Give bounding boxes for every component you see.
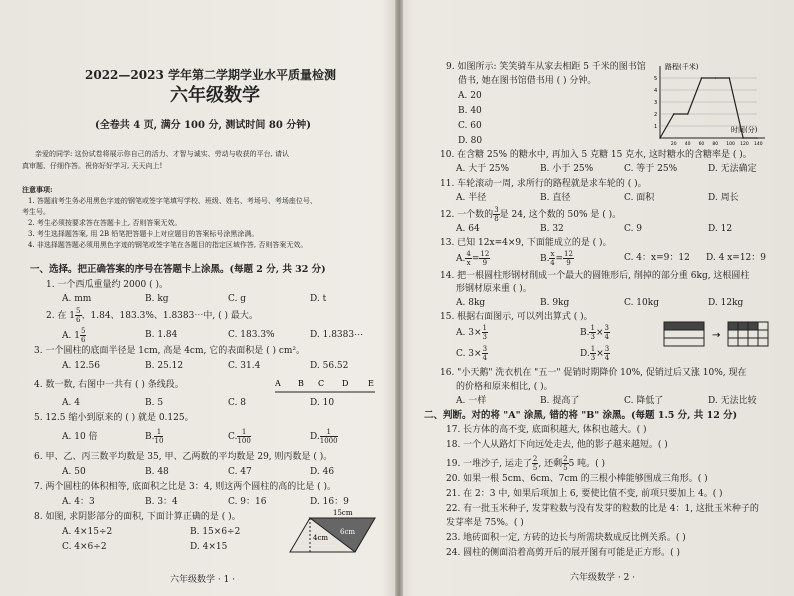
q13-option-a: A. $\frac{4}{x}$ = $\frac{12}{9}$ — [456, 250, 490, 267]
q2-denominator: 6 — [76, 316, 81, 324]
note-2: 2. 考生必须按要求答在答题卡上, 否则答案无效。 — [28, 219, 182, 227]
q13-option-b-label: B. — [540, 254, 550, 264]
q13-ob-f2d: 9 — [566, 259, 571, 267]
chart-point-2 — [687, 113, 689, 115]
q7-option-b: B. 3：4 — [145, 497, 178, 507]
question-6: 6. 甲、乙、丙三数平均数是 35, 甲、乙两数的平均数是 29, 则丙数是 ( )。 — [34, 452, 333, 462]
q13-ob-f1d: 4 — [550, 259, 555, 267]
q2-option-b: B. 1.84 — [145, 330, 178, 340]
y-tick-label-2: 3 — [654, 100, 658, 106]
y-tick-label-3: 4 — [654, 88, 658, 94]
q15-od-frac2 — [604, 345, 610, 362]
x-tick-label-6: 140 — [754, 142, 763, 147]
q12-suffix: 是 24, 这个数的 50% 是 ( )。 — [499, 210, 622, 220]
note-4: 4. 非选择题答题必须用黑色字迹的钢笔或签字笔在各题目的指定区域作答, 否则答案无效。 — [28, 241, 308, 249]
q5-option-d-fraction — [320, 428, 338, 445]
section-1-heading: 一、选择。把正确答案的序号在答题卡上涂黑。(每题 2 分, 共 32 分) — [30, 264, 326, 275]
q16-option-c: C. 降低了 — [624, 396, 664, 406]
q11-option-c: C. 面积 — [624, 193, 655, 203]
q14-option-c: C. 10kg — [624, 298, 659, 308]
judge-24: 24. 圆柱的侧面沿着高剪开后的展开图有可能是正方形。( ) — [446, 548, 681, 558]
q16-option-a: A. 一样 — [456, 396, 487, 406]
note-1b: 考生号。 — [22, 208, 50, 216]
x-tick-label-2: 60 — [698, 142, 705, 147]
q9-option-d: D. 80 — [458, 136, 483, 146]
q9-option-c: C. 60 — [458, 121, 482, 131]
question-13: 13. 已知 12x=4×9, 下面能成立的是 ( )。 — [440, 238, 612, 248]
q12-option-d: D. 12 — [708, 224, 733, 234]
x-tick-label-4: 100 — [726, 142, 735, 147]
q8-label-4cm: 4cm — [313, 534, 329, 542]
judge-19-den: 5 — [532, 464, 538, 472]
judge-22: 22. 有一批玉米种子, 发芽粒数与没有发芽的粒数的比是 4：1, 这批玉米种子的 — [446, 504, 759, 514]
q15-shade-1 — [664, 322, 704, 330]
q11-option-d: D. 周长 — [708, 193, 739, 203]
q6-option-d: D. 46 — [310, 467, 335, 477]
q8-option-a: A. 4×15÷2 — [62, 527, 113, 537]
q8-parallelogram-figure — [285, 506, 385, 558]
q10-option-b: B. 小于 25% — [540, 164, 594, 174]
q4-point-d: D — [342, 379, 349, 388]
q15-ob-d2: 4 — [604, 333, 609, 341]
q2-option-a — [62, 327, 86, 344]
chart-point-3 — [701, 77, 703, 79]
q4-point-b: B — [298, 379, 304, 388]
q2-suffix: 、1.84、183.3%、1.8383⋯中, ( ) 最大。 — [81, 311, 258, 321]
x-tick-label-1: 40 — [684, 142, 691, 147]
q7-option-a: A. 4：3 — [62, 497, 95, 507]
question-9-line-2: 借书, 她在图书馆借书用 ( ) 分钟。 — [458, 76, 597, 86]
question-2 — [46, 307, 258, 324]
x-tick-label-0: 20 — [670, 142, 677, 147]
q13-ob-f2n: 12 — [563, 250, 573, 258]
q8-option-d: D. 4×15 — [190, 542, 228, 552]
y-axis-label: 路程(千米) — [665, 63, 699, 71]
q13-oa-f2d: 9 — [482, 259, 488, 267]
q12-denominator: 8 — [494, 215, 499, 223]
q5-oc-den: 100 — [237, 437, 251, 445]
question-16-line-2: 的价格和原来相比, ( )。 — [456, 382, 553, 392]
q3-option-a: A. 12.56 — [62, 361, 100, 371]
q4-point-c: C — [318, 379, 325, 388]
q15-ob-frac2 — [604, 324, 610, 341]
q9-option-a: A. 20 — [458, 91, 482, 101]
q7-option-d: D. 16：9 — [310, 497, 349, 507]
question-14: 14. 把一根圆柱形钢材削成一个最大的圆锥形后, 削掉的部分重 6kg, 这根圆柱 — [440, 271, 750, 281]
q4-point-e: E — [368, 379, 374, 388]
q15-arrow: → — [712, 330, 721, 341]
q10-option-a: A. 大于 25% — [456, 164, 510, 174]
q2-numerator: 5 — [76, 307, 81, 315]
q13-oa-f2n: 12 — [480, 250, 490, 258]
chart-point-1 — [673, 113, 675, 115]
q4-point-a: A — [275, 379, 281, 388]
q12-numerator: 3 — [494, 206, 499, 214]
y-tick-label-4: 5 — [654, 76, 658, 82]
q8-option-b: B. 15×6÷2 — [190, 527, 241, 537]
q14-option-b: B. 9kg — [540, 298, 570, 308]
chart-point-0 — [659, 137, 661, 139]
question-12 — [440, 206, 621, 223]
q5-option-b-fraction — [154, 428, 163, 445]
x-tick-label-3: 80 — [712, 142, 719, 147]
q8-label-15cm: 15cm — [333, 509, 353, 517]
q13-option-b: B. $\frac{x}{4}$ = $\frac{12}{9}$ — [540, 250, 573, 267]
q13-ob-frac1 — [549, 250, 555, 267]
q15-option-a — [456, 324, 488, 341]
judge-19-mid: , 还剩 — [538, 459, 563, 469]
q5-option-b — [145, 428, 163, 445]
note-1: 1. 答题前考生务必用黑色字迹的钢笔或签字笔填写学校、班级、姓名、考场号、考场座位号、 — [28, 197, 317, 205]
judge-23: 23. 地砖面积一定, 方砖的边长与所需块数成反比例关系。( ) — [446, 533, 686, 543]
chart-point-7 — [756, 137, 758, 139]
chart-point-5 — [728, 77, 730, 79]
q10-option-d: D. 无法确定 — [708, 164, 757, 174]
question-5: 5. 12.5 缩小到原来的 ( ) 就是 0.125。 — [34, 413, 194, 423]
q15-shade-2 — [728, 322, 758, 330]
q2-option-d: D. 1.8383⋯ — [310, 330, 364, 340]
q15-od-d1: 3 — [590, 354, 596, 362]
notes-heading: 注意事项: — [22, 185, 53, 194]
greeting-line-1: 亲爱的同学: 这份试卷将展示你自己的活力、才智与诚实、劳动与收获的平台, 请认 — [35, 150, 290, 158]
q2-oa-numerator: 5 — [80, 327, 86, 335]
q2-prefix: 2. 在 1 — [46, 311, 76, 321]
question-9: 9. 如图所示: 笑笑骑车从家去相距 5 千米的图书馆 — [446, 62, 646, 72]
x-tick-label-5: 120 — [740, 142, 749, 147]
q1-option-a: A. mm — [62, 294, 92, 304]
question-11: 11. 车轮滚动一周, 求所行的路程就是求车轮的 ( )。 — [440, 179, 647, 189]
judge-19-suffix: 5 吨。( ) — [568, 459, 606, 469]
chart-point-4 — [715, 77, 717, 79]
q15-ob-n2: 3 — [604, 324, 609, 332]
q15-ob-label: B. — [580, 328, 590, 338]
q15-ob-n1: 1 — [590, 324, 595, 332]
q5-option-b-label: B. — [145, 432, 155, 442]
q2-option-a-fraction — [80, 327, 86, 344]
question-15: 15. 根据右面图示, 可以列出算式 ( )。 — [440, 312, 593, 322]
q15-oc-frac — [482, 345, 488, 362]
exam-info: (全卷共 4 页, 满分 100 分, 测试时间 80 分钟) — [95, 120, 312, 131]
q8-label-6cm: 6cm — [340, 528, 356, 536]
q10-option-c: C. 等于 25% — [624, 164, 678, 174]
q15-oc-d: 4 — [482, 354, 488, 362]
q13-oa-frac1 — [465, 250, 471, 267]
judge-18: 18. 一个人从路灯下向远处走去, 他的影子越来越短。( ) — [446, 440, 668, 450]
note-3: 3. 考生选择题答案, 用 2B 铅笔把答题卡上对应题目的答案标号涂黑涂满。 — [28, 230, 259, 238]
q15-od-d2: 4 — [604, 354, 610, 362]
q5-option-c-label: C. — [228, 432, 238, 442]
q13-oa-frac2 — [479, 250, 490, 267]
q5-option-c — [228, 428, 251, 445]
y-tick-label-1: 2 — [654, 112, 658, 118]
section-2-heading: 二、判断。对的将 "A" 涂黑, 错的将 "B" 涂黑。(每题 1.5 分, 共 12 分) — [424, 410, 738, 421]
q15-oa-n: 1 — [482, 324, 487, 332]
q15-ob-d1: 3 — [590, 333, 595, 341]
q15-od-times: × — [596, 349, 604, 359]
q8-option-c: C. 4×6÷2 — [62, 542, 107, 552]
judge-21: 21. 在 2：3 中, 如果后项加上 6, 要使比值不变, 前项只要加上 4。( ) — [446, 489, 723, 499]
q4-option-d: D. 10 — [310, 398, 335, 408]
q15-ob-times: × — [595, 328, 604, 338]
q15-grid-figure — [662, 318, 782, 354]
judge-22-line-2: 发芽率是 75%。( ) — [446, 518, 524, 528]
greeting-line-2: 真审题、仔细作答。祝你好好学习, 天天向上! — [22, 162, 163, 170]
q2-option-a-text: A. 1 — [62, 331, 80, 341]
q5-od-den: 1000 — [319, 437, 338, 445]
q3-option-b: B. 25.12 — [145, 361, 184, 371]
q14-option-a: A. 8kg — [456, 298, 486, 308]
q1-option-d: D. t — [310, 294, 327, 304]
q11-option-a: A. 半径 — [456, 193, 487, 203]
q5-option-c-fraction — [237, 428, 250, 445]
page-2-footer: 六年级数学 · 2 · — [570, 573, 636, 583]
q3-option-d: D. 56.52 — [310, 361, 349, 371]
q13-oa-f1n: 4 — [466, 250, 471, 258]
q13-option-d: D. 4 x=12：9 — [706, 253, 766, 263]
q6-option-b: B. 48 — [145, 467, 169, 477]
q15-oc-n: 3 — [482, 345, 488, 353]
q12-option-c: C. 9 — [624, 224, 643, 234]
q5-od-num: 1 — [320, 428, 338, 437]
judge-19-num: 2 — [532, 455, 538, 463]
question-10: 10. 在含糖 25% 的糖水中, 再加入 5 克糖 15 克水, 这时糖水的含糖率是 ( )。 — [440, 150, 752, 160]
q6-option-a: A. 50 — [62, 467, 86, 477]
question-4: 4. 数一数, 右图中一共有 ( ) 条线段。 — [34, 380, 184, 390]
q13-oa-f1d: x — [466, 259, 471, 267]
q15-oa-d: 3 — [482, 333, 487, 341]
y-tick-label-0: 1 — [654, 124, 658, 130]
q15-od-label: D. — [580, 349, 590, 359]
q15-od-n2: 3 — [604, 345, 610, 353]
q11-option-b: B. 直径 — [540, 193, 571, 203]
q13-option-a-label: A. — [456, 254, 466, 264]
q15-option-d — [580, 345, 610, 362]
q5-option-d — [310, 428, 338, 445]
q5-option-d-label: D. — [310, 432, 320, 442]
q3-option-c: C. 31.4 — [228, 361, 261, 371]
judge-17: 17. 长方体的高不变, 底面积越大, 体积也越大。( ) — [446, 425, 647, 435]
x-axis-label: 时间(分) — [731, 126, 758, 134]
q1-option-c: C. g — [228, 294, 247, 304]
judge-19 — [446, 455, 605, 472]
q2-oa-denominator: 6 — [80, 336, 86, 344]
q5-ob-num: 1 — [154, 428, 163, 437]
q16-option-b: B. 提高了 — [540, 396, 580, 406]
q4-line-figure — [270, 376, 380, 398]
q15-oa-label: A. 3× — [456, 328, 482, 338]
q13-ob-f1n: x — [550, 250, 555, 258]
page-1-footer: 六年级数学 · 1 · — [170, 575, 236, 585]
q16-option-d: D. 无法比较 — [708, 396, 757, 406]
q5-ob-den: 10 — [154, 437, 164, 445]
q12-prefix: 12. 一个数的 — [440, 210, 494, 220]
q15-option-b — [580, 324, 610, 341]
question-7: 7. 两个圆柱的体积相等, 底面积之比是 3：4, 则这两个圆柱的高的比是 ( )。 — [34, 482, 336, 492]
q15-option-c — [456, 345, 488, 362]
q12-option-a: A. 64 — [456, 224, 480, 234]
judge-20: 20. 如果一根 5cm、6cm、7cm 的三根小棒能够围成三角形。( ) — [446, 474, 708, 484]
q6-option-c: C. 47 — [228, 467, 252, 477]
q4-option-b: B. 5 — [145, 398, 164, 408]
q2-option-c: C. 183.3% — [228, 330, 275, 340]
q9-option-b: B. 40 — [458, 106, 482, 116]
q4-option-c: C. 8 — [228, 398, 247, 408]
chart-point-6 — [742, 137, 744, 139]
q1-option-b: B. kg — [145, 294, 169, 304]
page-2 — [400, 0, 794, 596]
exam-header: 2022—2023 学年第二学期学业水平质量检测 — [85, 68, 336, 82]
question-3: 3. 一个圆柱的底面半径是 1cm, 高是 4cm, 它的表面积是 ( ) cm²。 — [34, 346, 306, 356]
judge-19-num2: 2 — [563, 455, 568, 463]
q5-oc-num: 1 — [237, 428, 250, 437]
q13-ob-frac2 — [563, 250, 574, 267]
question-8: 8. 如图, 求阴影部分的面积, 下面计算正确的是 ( )。 — [34, 512, 241, 522]
page-title: 六年级数学 — [170, 85, 260, 106]
q15-oa-frac — [482, 324, 488, 341]
question-16: 16. "小天鹅" 洗衣机在 "五一" 促销时期降价 10%, 促销过后又涨 10%, 现在 — [440, 368, 747, 378]
judge-19-prefix: 19. 一堆沙子, 运走了 — [446, 459, 532, 469]
q15-oc-label: C. 3× — [456, 349, 482, 359]
q5-option-a: A. 10 倍 — [62, 432, 98, 442]
judge-19-den2: 5 — [563, 464, 568, 472]
question-1: 1. 一个西瓜重量约 2000 ( )。 — [46, 280, 168, 290]
q9-distance-time-chart — [645, 60, 775, 148]
q15-od-n1: 1 — [590, 345, 596, 353]
question-14-line-2: 形钢材原来重 ( )。 — [456, 284, 532, 294]
q14-option-d: D. 12kg — [708, 298, 744, 308]
q12-option-b: B. 32 — [540, 224, 564, 234]
q13-option-c: C. 4：x=9：12 — [624, 253, 690, 263]
q7-option-c: C. 9：16 — [228, 497, 267, 507]
q4-option-a: A. 4 — [62, 398, 80, 408]
